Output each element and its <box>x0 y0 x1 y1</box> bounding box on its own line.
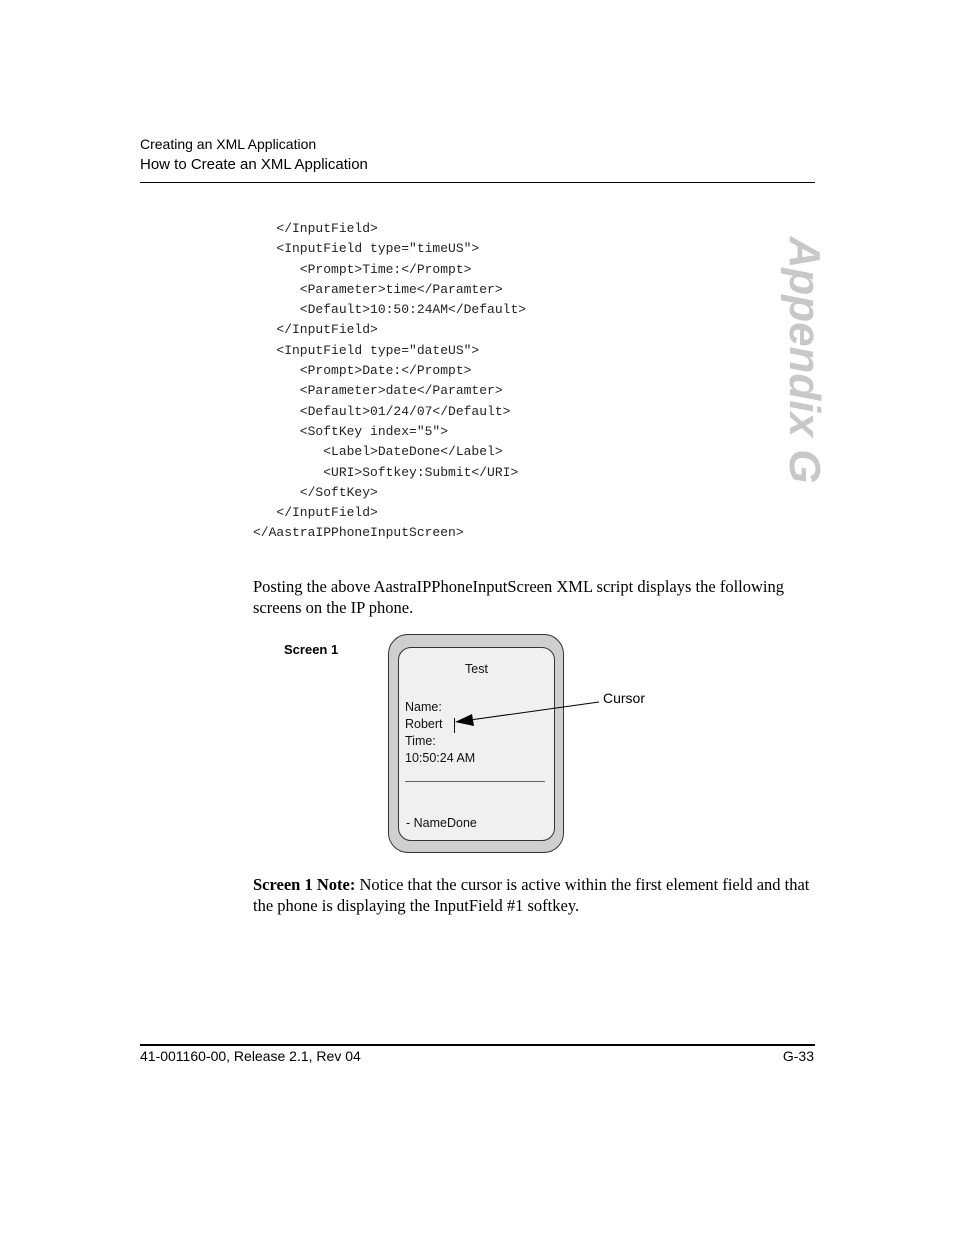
footer-page-number: G-33 <box>782 1048 814 1064</box>
note-label: Screen 1 Note: <box>253 875 356 894</box>
screen-softkey-label: - NameDone <box>406 816 477 830</box>
intro-paragraph: Posting the above AastraIPPhoneInputScreen XML script displays the following screens on the IP phone. <box>253 577 784 617</box>
screen-note-paragraph <box>253 874 818 916</box>
screen-title: Test <box>465 662 488 676</box>
screen-input-value: Robert <box>405 717 443 731</box>
note-text: Notice that the cursor is active within the first element field and that the phone is displaying the InputField #1 softkey. <box>253 875 810 915</box>
header-section-title: How to Create an XML Application <box>140 156 368 173</box>
figure-label: Screen 1 <box>284 642 339 657</box>
code-line: </InputField> <box>253 221 378 236</box>
screen-divider <box>405 781 545 782</box>
code-line: <Label>DateDone</Label> <box>253 444 503 460</box>
phone-display-screen <box>398 647 555 841</box>
code-line: <Parameter>date</Paramter> <box>253 383 503 399</box>
code-line: </InputField> <box>253 505 378 521</box>
appendix-side-tab: Appendix G <box>780 236 829 484</box>
code-line: <Prompt>Date:</Prompt> <box>253 363 472 379</box>
code-line: <InputField type="dateUS"> <box>253 342 480 358</box>
code-line: <Parameter>time</Paramter> <box>253 281 503 297</box>
code-line: <URI>Softkey:Submit</URI> <box>253 464 519 480</box>
cursor-callout-label: Cursor <box>603 690 646 706</box>
code-line: </InputField> <box>253 322 378 338</box>
code-line: <InputField type="timeUS"> <box>253 241 480 257</box>
screen-next-value: 10:50:24 AM <box>405 751 476 765</box>
code-line: <Default>01/24/07</Default> <box>253 403 511 419</box>
code-line: <Prompt>Time:</Prompt> <box>253 261 472 277</box>
footer-divider <box>140 1044 815 1046</box>
code-line: </SoftKey> <box>253 484 378 500</box>
xml-code-block <box>253 219 526 544</box>
footer-doc-id: 41-001160-00, Release 2.1, Rev 04 <box>140 1048 361 1064</box>
code-line: <SoftKey index="5"> <box>253 423 449 439</box>
header-divider <box>140 182 815 183</box>
code-line: <Default>10:50:24AM</Default> <box>253 302 527 318</box>
header-chapter-title: Creating an XML Application <box>140 136 317 152</box>
screen-prompt: Name: <box>405 700 442 714</box>
text-cursor <box>454 718 455 733</box>
screen-next-prompt: Time: <box>405 734 436 748</box>
code-line: </AastraIPPhoneInputScreen> <box>253 525 464 541</box>
